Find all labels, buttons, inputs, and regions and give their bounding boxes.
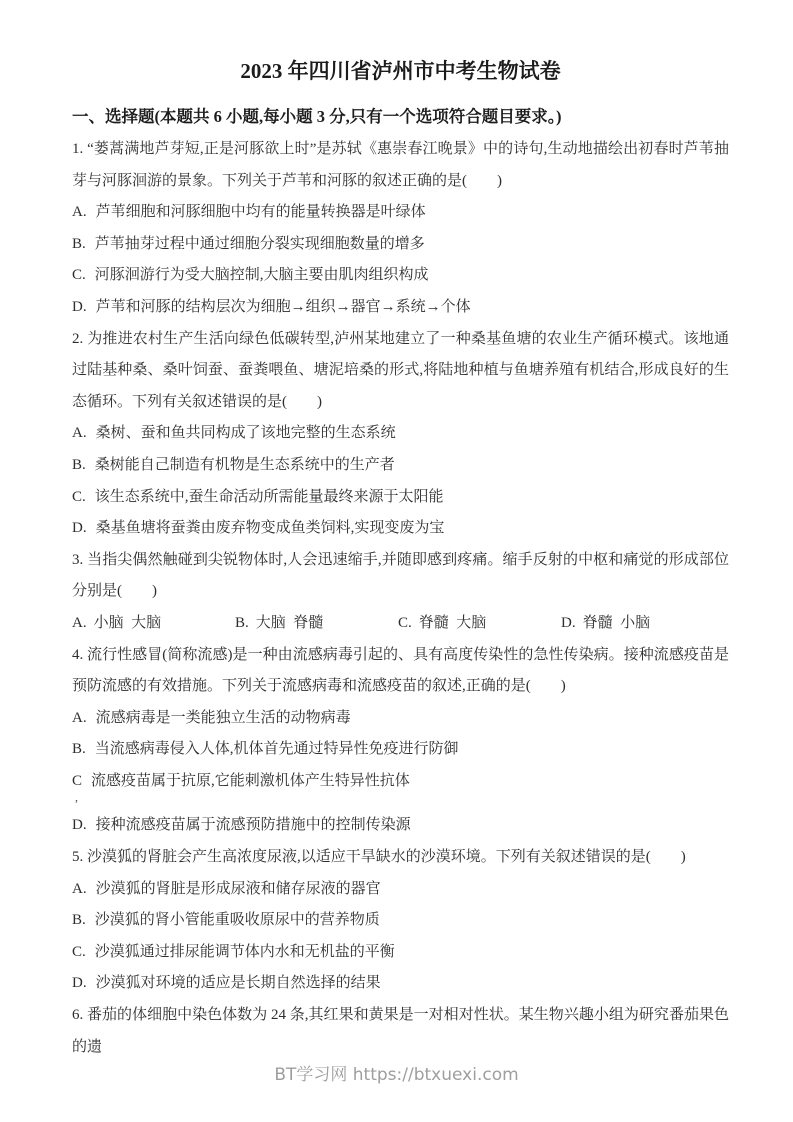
question-4-option-b <box>72 734 729 766</box>
option-label: A. <box>72 204 87 221</box>
option-label: A. <box>72 709 87 726</box>
question-2-option-d <box>72 513 729 545</box>
option-text: 沙漠狐的肾脏是形成尿液和储存尿液的器官 <box>95 880 381 897</box>
option-text: 河豚洄游行为受大脑控制,大脑主要由肌肉组织构成 <box>94 267 429 284</box>
option-text: 芦苇抽芽过程中通过细胞分裂实现细胞数量的增多 <box>94 235 425 252</box>
question-2-stem: 2. 为推进农村生产生活向绿色低碳转型,泸州某地建立了一种桑基鱼塘的农业生产循环模式。该地通过陆基种桑、桑叶饲蚕、蚕粪喂鱼、塘泥培桑的形式,将陆地种植与鱼塘养殖有机结合,形成良好的生态循环。下列有关叙述错误的是( ) <box>72 330 729 410</box>
option-label: A. <box>72 880 87 897</box>
question-4-option-a <box>72 703 729 735</box>
option-text: 芦苇和河豚的结构层次为细胞→组织→器官→系统→个体 <box>95 298 471 315</box>
question-5-option-c <box>72 937 729 969</box>
option-label: A. <box>72 425 87 442</box>
option-label: C. <box>72 488 86 505</box>
page-title: 2023 年四川省泸州市中考生物试卷 <box>240 59 561 83</box>
question-3-stem: 3. 当指尖偶然触碰到尖锐物体时,人会迅速缩手,并随即感到疼痛。缩手反射的中枢和痛觉的形成部位分别是( ) <box>72 551 729 600</box>
question-4-stem: 4. 流行性感冒(简称流感)是一种由流感病毒引起的、具有高度传染性的急性传染病。接种流感疫苗是预防流感的有效措施。下列关于流感病毒和流感疫苗的叙述,正确的是( ) <box>72 646 729 695</box>
question-6-stem: 6. 番茄的体细胞中染色体数为 24 条,其红果和黄果是一对相对性状。某生物兴趣小组为研究番茄果色的遗 <box>72 1007 729 1055</box>
question-1-option-d <box>72 292 729 324</box>
question-5 <box>72 842 729 1000</box>
option-label: C. <box>72 943 86 960</box>
question-3-option-c <box>398 608 561 640</box>
option-text: 桑基鱼塘将蚕粪由废弃物变成鱼类饲料,实现变废为宝 <box>95 520 445 537</box>
option-label: D. <box>72 817 87 834</box>
option-text: 流感病毒是一类能独立生活的动物病毒 <box>95 709 351 726</box>
watermark-footer: BT学习网 https://btxuexi.com <box>274 1065 519 1085</box>
option-text: 大脑 脊髓 <box>255 614 324 631</box>
document-content <box>72 0 729 1063</box>
question-1-option-c <box>72 260 729 292</box>
option-text: 脊髓 小脑 <box>582 614 651 631</box>
option-text: 流感疫苗属于抗原,它能刺激机体产生特异性抗体 <box>91 772 410 789</box>
question-2-option-c <box>72 482 729 514</box>
question-3-options-row <box>72 608 729 640</box>
question-3-option-d <box>561 608 650 640</box>
option-text: 接种流感疫苗属于流感预防措施中的控制传染源 <box>95 817 411 834</box>
option-text: 芦苇细胞和河豚细胞中均有的能量转换器是叶绿体 <box>95 204 426 221</box>
scan-artifact-mark: , <box>75 789 78 804</box>
question-1-option-a <box>72 197 729 229</box>
option-label: D. <box>72 975 87 992</box>
option-text: 沙漠狐的肾小管能重吸收原尿中的营养物质 <box>94 912 380 929</box>
option-label: C <box>72 772 83 789</box>
section-heading: 一、选择题(本题共 6 小题,每小题 3 分,只有一个选项符合题目要求。) <box>72 107 562 126</box>
question-1-option-b <box>72 229 729 261</box>
question-4-option-d <box>72 810 729 842</box>
option-text: 桑树、蚕和鱼共同构成了该地完整的生态系统 <box>95 425 396 442</box>
question-1-stem: 1. “蒌蒿满地芦芽短,正是河豚欲上时”是苏轼《惠崇春江晚景》中的诗句,生动地描绘出初春时芦苇抽芽与河豚洄游的景象。下列关于芦苇和河豚的叙述正确的是( ) <box>72 141 729 189</box>
question-2-option-b <box>72 450 729 482</box>
question-2 <box>72 324 729 545</box>
option-label: C. <box>398 614 412 631</box>
option-label: B. <box>235 614 249 631</box>
question-2-option-a <box>72 418 729 450</box>
option-text: 沙漠狐通过排尿能调节体内水和无机盐的平衡 <box>94 943 395 960</box>
question-5-option-a <box>72 874 729 906</box>
option-label: B. <box>72 741 86 758</box>
question-4-option-c <box>72 766 729 804</box>
option-label: B. <box>72 912 86 929</box>
question-3-option-a <box>72 608 235 640</box>
question-5-stem: 5. 沙漠狐的肾脏会产生高浓度尿液,以适应干旱缺水的沙漠环境。下列有关叙述错误的是( ) <box>72 849 686 866</box>
option-label: A. <box>72 614 87 631</box>
option-text: 脊髓 大脑 <box>418 614 487 631</box>
option-label: B. <box>72 456 86 473</box>
question-5-option-b <box>72 905 729 937</box>
option-label: D. <box>72 520 87 537</box>
question-3-option-b <box>235 608 398 640</box>
question-6 <box>72 1000 729 1063</box>
option-label: D. <box>72 298 87 315</box>
option-text: 当流感病毒侵入人体,机体首先通过特异性免疫进行防御 <box>94 741 459 758</box>
option-label: B. <box>72 235 86 252</box>
option-text: 该生态系统中,蚕生命活动所需能量最终来源于太阳能 <box>94 488 444 505</box>
question-1 <box>72 134 729 324</box>
option-label: D. <box>561 614 576 631</box>
option-text: 小脑 大脑 <box>93 614 162 631</box>
question-4 <box>72 640 729 843</box>
option-label: C. <box>72 267 86 284</box>
option-text: 沙漠狐对环境的适应是长期自然选择的结果 <box>95 975 381 992</box>
question-3 <box>72 545 729 640</box>
question-5-option-d <box>72 968 729 1000</box>
option-text: 桑树能自己制造有机物是生态系统中的生产者 <box>94 456 395 473</box>
